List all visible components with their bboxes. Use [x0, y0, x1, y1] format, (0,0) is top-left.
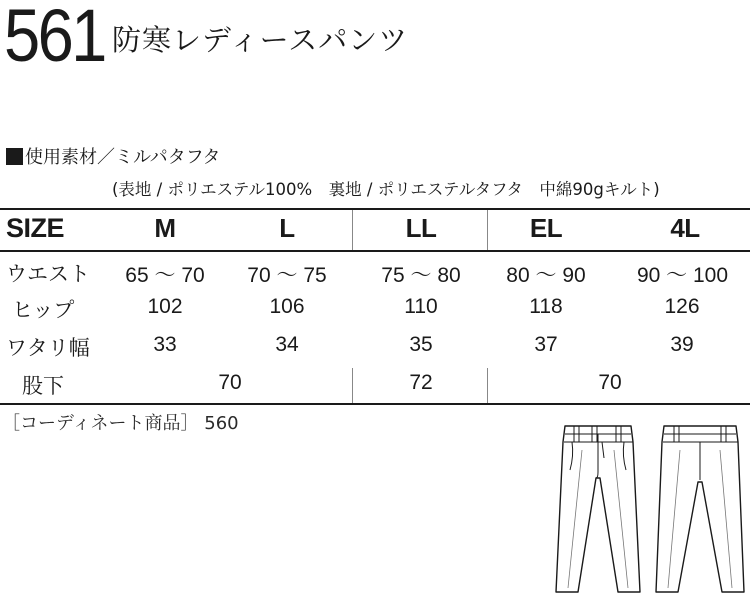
hip-4l: 126: [664, 295, 700, 318]
black-square-icon: [6, 148, 23, 165]
size-header-ll: LL: [405, 213, 437, 243]
row-label-thigh: ワタリ幅: [6, 336, 90, 360]
size-header-label: SIZE: [6, 213, 65, 243]
thigh-ll: 35: [409, 333, 433, 356]
waist-m: 65 ～ 70: [125, 264, 205, 287]
size-header-el: EL: [529, 213, 563, 243]
table-bottom-rule: [0, 403, 750, 405]
thigh-m: 33: [153, 333, 177, 356]
row-label-inseam: 股下: [22, 374, 64, 398]
size-header-4l: 4L: [670, 213, 700, 243]
row-label-hip: ヒップ: [12, 298, 75, 322]
waist-l: 70 ～ 75: [247, 264, 327, 287]
coordinate-item: ［コーディネート商品］ 560: [2, 413, 239, 434]
hip-l: 106: [269, 295, 305, 318]
column-divider: [352, 368, 353, 403]
inseam-ll: 72: [409, 371, 433, 394]
size-header-l: L: [279, 213, 295, 243]
column-divider: [487, 210, 488, 250]
size-header-m: M: [154, 213, 176, 243]
column-divider: [487, 368, 488, 403]
material-section: [6, 146, 220, 170]
thigh-l: 34: [275, 333, 299, 356]
column-divider: [352, 210, 353, 250]
waist-4l: 90 ～ 100: [636, 264, 729, 287]
table-top-rule: [0, 208, 750, 210]
material-detail: (表地 / ポリエステル100% 裏地 / ポリエステルタフタ 中綿90gキルト): [112, 180, 660, 199]
hip-el: 118: [529, 295, 563, 318]
thigh-4l: 39: [670, 333, 694, 356]
inseam-m-l: 70: [218, 371, 242, 394]
inseam-el-4l: 70: [598, 371, 622, 394]
size-table: [0, 208, 750, 405]
hip-m: 102: [147, 295, 183, 318]
pants-front-illustration: [548, 420, 648, 596]
waist-ll: 75 ～ 80: [381, 264, 461, 287]
waist-el: 80 ～ 90: [506, 264, 586, 287]
product-number: 561: [4, 0, 105, 77]
thigh-el: 37: [534, 333, 558, 356]
material-label: 使用素材／ミルパタフタ: [25, 147, 221, 168]
pants-back-illustration: [652, 420, 748, 596]
header-bottom-rule: [0, 250, 750, 252]
product-name: 防寒レディースパンツ: [112, 23, 409, 57]
row-label-waist: ウエスト: [6, 262, 90, 286]
hip-ll: 110: [404, 295, 438, 318]
